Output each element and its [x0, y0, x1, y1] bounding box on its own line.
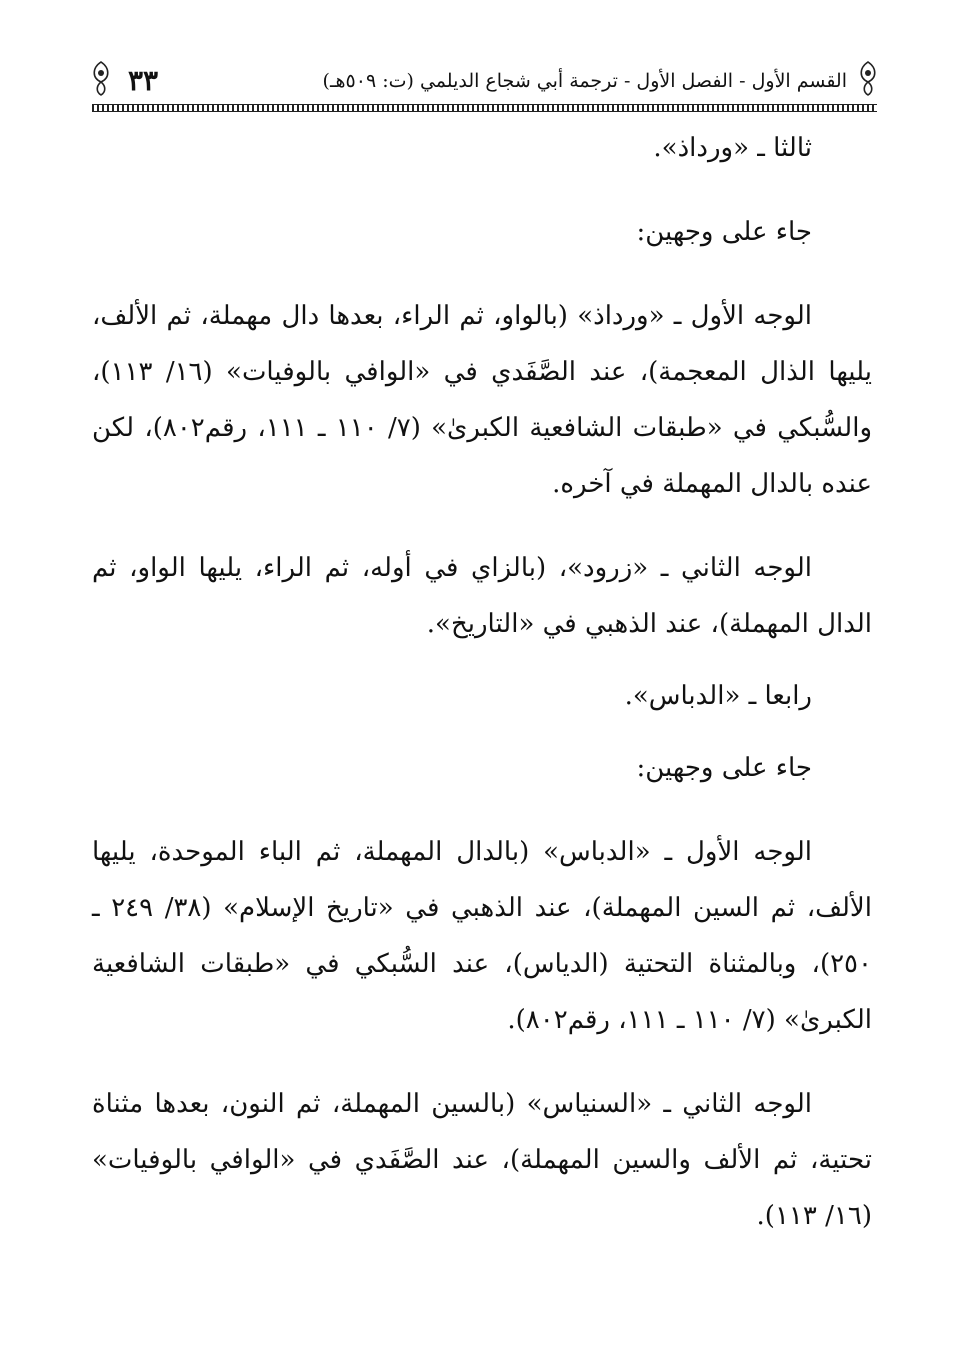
header-divider: [92, 104, 877, 112]
paragraph: الوجه الأول ـ «ورداذ» (بالواو، ثم الراء، بعدها دال مهملة، ثم الألف، يليها الذال المعجمة)، عند الصَّفَدي في «الوافي بالوفيات» (١٦/ ١١٣)، والسُّبكي في «طبقات الشافعية الكبرىٰ» (٧/ ١١٠ ـ ١١١، رقم٨٠٢)، لكن عنده بالدال المهملة في آخره.: [92, 301, 873, 499]
paragraph: الوجه الثاني ـ «زرود»، (بالزاي في أوله، ثم الراء، يليها الواو، ثم الدال المهملة)، عند الذهبي في «التاريخ».: [92, 553, 872, 639]
header-title: القسم الأول - الفصل الأول - ترجمة أبي شجاع الديلمي (ت: ٥٠٩هـ): [322, 70, 847, 92]
paragraph-intro: جاء على وجهين:: [636, 217, 812, 247]
section-heading-fourth: رابعا ـ «الدباس».: [624, 681, 812, 711]
header-ornament-left-icon: [86, 58, 116, 98]
page-number: ٣٣: [128, 64, 159, 97]
section-heading-third: ثالثا ـ «ورداذ».: [653, 133, 812, 163]
paragraph-intro: جاء على وجهين:: [636, 753, 812, 783]
paragraph: الوجه الثاني ـ «السنياس» (بالسين المهملة، ثم النون، بعدها مثناة تحتية، ثم الألف والسين المهملة)، عند الصَّفَدي في «الوافي بالوفيات» (١٦/ ١١٣).: [92, 1089, 872, 1231]
body-text: [92, 120, 872, 1244]
paragraph: الوجه الأول ـ «الدباس» (بالدال المهملة، ثم الباء الموحدة، يليها الألف، ثم السين المهملة)، عند الذهبي في «تاريخ الإسلام» (٣٨/ ٢٤٩ ـ ٢٥٠)، وبالمثناة التحتية (الدياس)، عند السُّبكي في «طبقات الشافعية الكبرىٰ» (٧/ ١١٠ ـ ١١١، رقم٨٠٢).: [92, 837, 872, 1035]
header-ornament-right-icon: [853, 58, 883, 98]
running-header: [92, 56, 877, 100]
